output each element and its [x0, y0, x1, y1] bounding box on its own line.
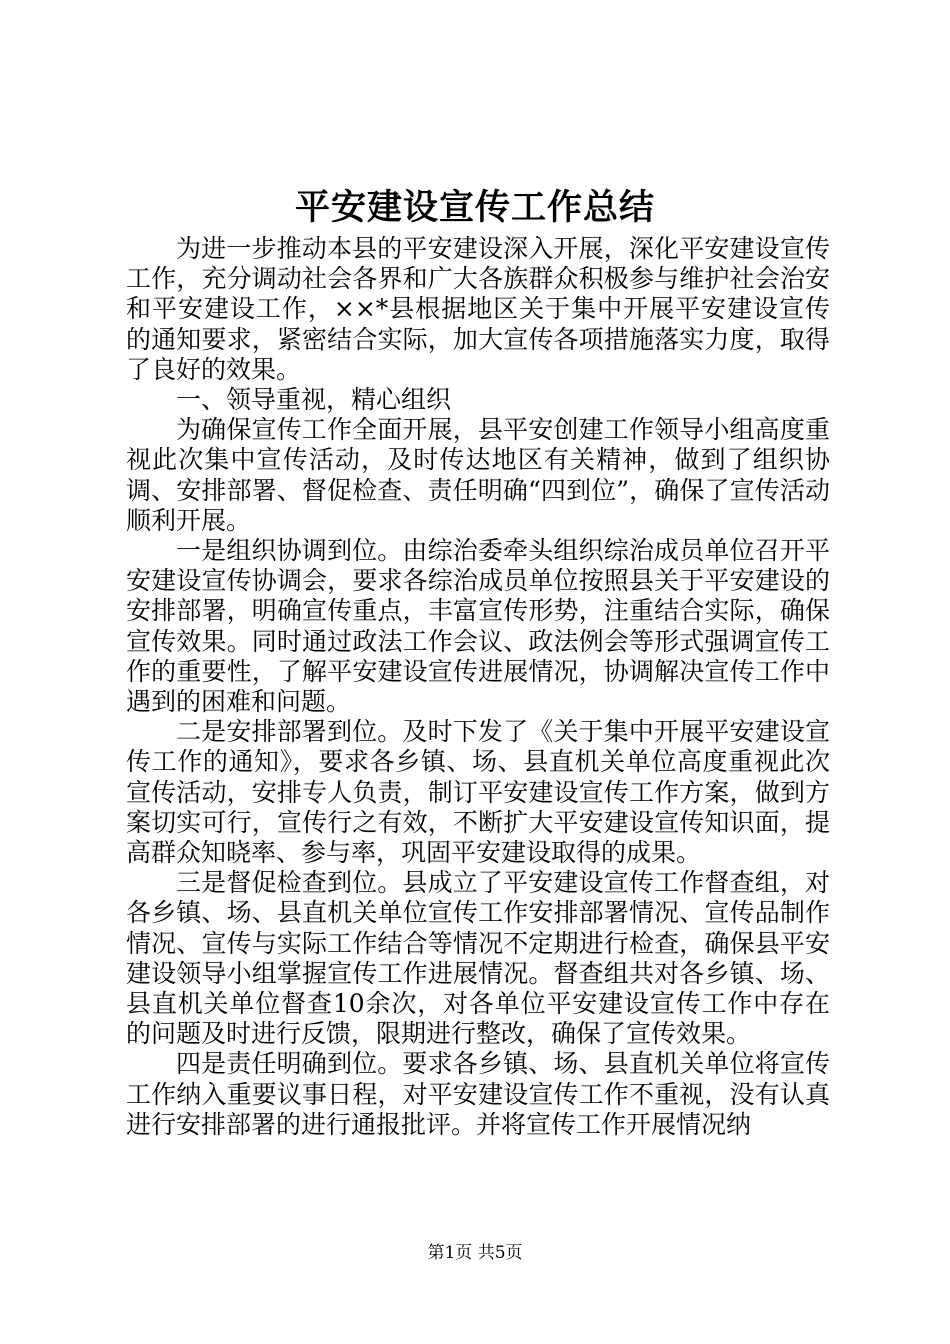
paragraph-item-2: 二是安排部署到位。及时下发了《关于集中开展平安建设宣传工作的通知》，要求各乡镇、场、县直机关单位高度重视此次宣传活动，安排专人负责，制订平安建设宣传工作方案，做到方案切实可行，宣传行之有效，不断扩大平安建设宣传知识面，提高群众知晓率、参与率，巩固平安建设取得的成果。	[126, 717, 830, 868]
paragraph-intro: 为进一步推动本县的平安建设深入开展，深化平安建设宣传工作，充分调动社会各界和广大各族群众积极参与维护社会治安和平安建设工作，××*县根据地区关于集中开展平安建设宣传的通知要求，紧密结合实际，加大宣传各项措施落实力度，取得了良好的效果。	[126, 234, 830, 384]
paragraph-item-4: 四是责任明确到位。要求各乡镇、场、县直机关单位将宣传工作纳入重要议事日程，对平安建设宣传工作不重视，没有认真进行安排部署的进行通报批评。并将宣传工作开展情况纳	[126, 1049, 830, 1139]
document-title: 平安建设宣传工作总结	[294, 187, 655, 228]
document-body	[126, 234, 830, 1140]
section-heading-1: 一、领导重视，精心组织	[176, 385, 452, 415]
paragraph-overview: 为确保宣传工作全面开展，县平安创建工作领导小组高度重视此次集中宣传活动，及时传达地区有关精神，做到了组织协调、安排部署、督促检查、责任明确“四到位”，确保了宣传活动顺利开展。	[126, 415, 830, 535]
paragraph-item-3: 三是督促检查到位。县成立了平安建设宣传工作督查组，对各乡镇、场、县直机关单位宣传工作安排部署情况、宣传品制作情况、宣传与实际工作结合等情况不定期进行检查，确保县平安建设领导小组掌握宣传工作进展情况。督查组共对各乡镇、场、县直机关单位督查10余次，对各单位平安建设宣传工作中存在的问题及时进行反馈，限期进行整改，确保了宣传效果。	[126, 868, 830, 1049]
paragraph-item-1: 一是组织协调到位。由综治委牵头组织综治成员单位召开平安建设宣传协调会，要求各综治成员单位按照县关于平安建设的安排部署，明确宣传重点，丰富宣传形势，注重结合实际，确保宣传效果。同时通过政法工作会议、政法例会等形式强调宣传工作的重要性，了解平安建设宣传进展情况，协调解决宣传工作中遇到的困难和问题。	[126, 536, 830, 717]
page-footer: 第1页 共5页	[427, 1243, 523, 1263]
